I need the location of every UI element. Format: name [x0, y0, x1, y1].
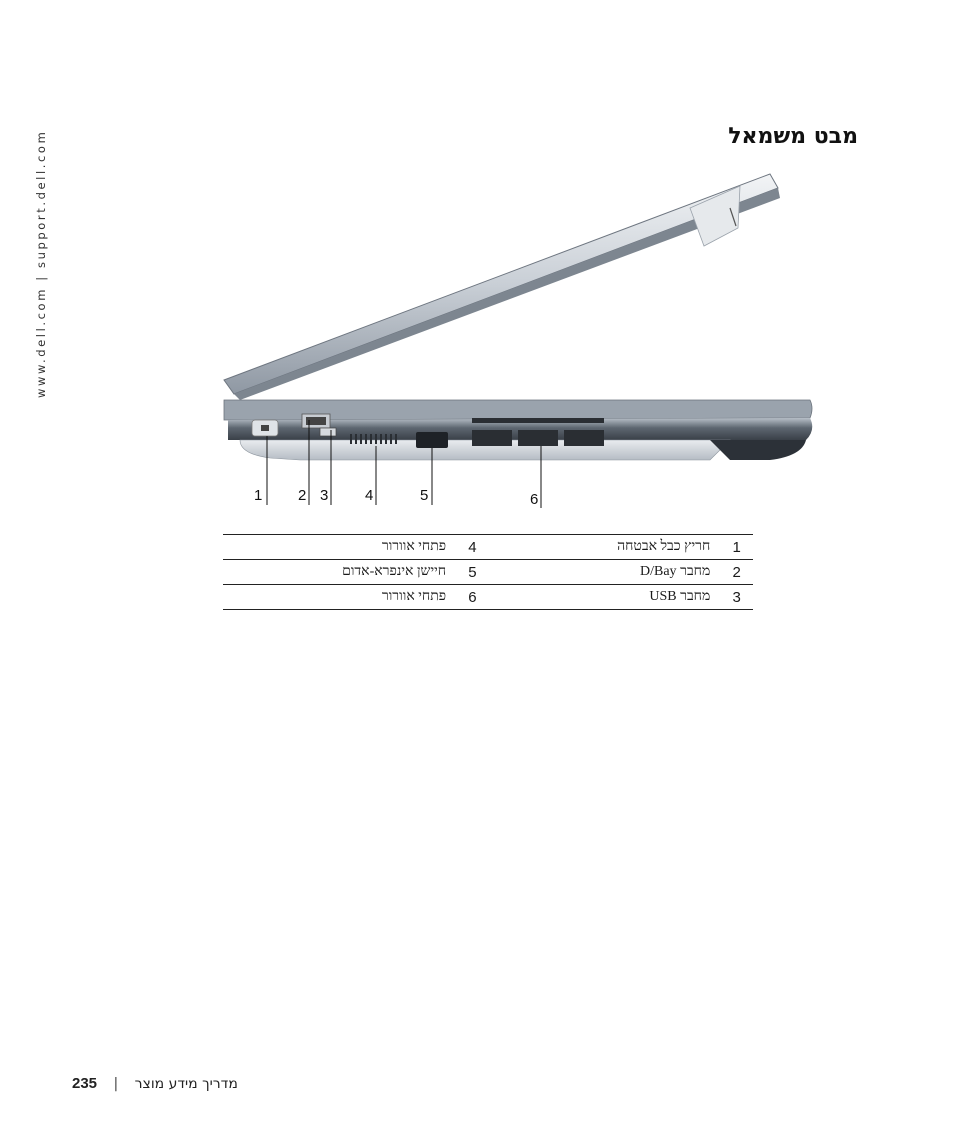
legend-number: 1: [720, 535, 753, 560]
legend-description: חריץ כבל אבטחה: [489, 535, 720, 560]
callout-5: 5: [420, 487, 429, 504]
legend-number: 4: [456, 535, 489, 560]
callout-2: 2: [298, 487, 307, 504]
table-row: [223, 585, 753, 610]
usb-connector: [320, 428, 336, 436]
legend-description: פתחי אוורור: [223, 535, 456, 560]
laptop-lid: [224, 174, 780, 400]
callout-1: 1: [254, 487, 263, 504]
legend-description: מחבר USB: [489, 585, 720, 610]
callout-3: 3: [320, 487, 329, 504]
infrared-sensor: [416, 432, 448, 448]
laptop-left-view-illustration: [210, 168, 830, 518]
legend-number: 3: [720, 585, 753, 610]
section-title: מבט משמאל: [728, 124, 858, 149]
document-title: מדריך מידע מוצר: [134, 1076, 238, 1092]
page-number: 235: [72, 1075, 98, 1092]
legend-number: 5: [456, 560, 489, 585]
laptop-base: [224, 400, 812, 460]
air-vents-large: [472, 418, 604, 446]
side-url: www.dell.com | support.dell.com: [34, 129, 48, 398]
table-row: [223, 535, 753, 560]
legend-table: [223, 534, 753, 610]
legend-description: פתחי אוורור: [223, 585, 456, 610]
table-row: [223, 560, 753, 585]
legend-description: חיישן אינפרא-אדום: [223, 560, 456, 585]
legend-number: 2: [720, 560, 753, 585]
callout-6: 6: [530, 491, 539, 508]
legend-description: מחבר D/Bay: [489, 560, 720, 585]
legend-number: 6: [456, 585, 489, 610]
callout-4: 4: [365, 487, 374, 504]
footer-separator: |: [113, 1076, 119, 1092]
page-footer: [72, 1075, 238, 1092]
